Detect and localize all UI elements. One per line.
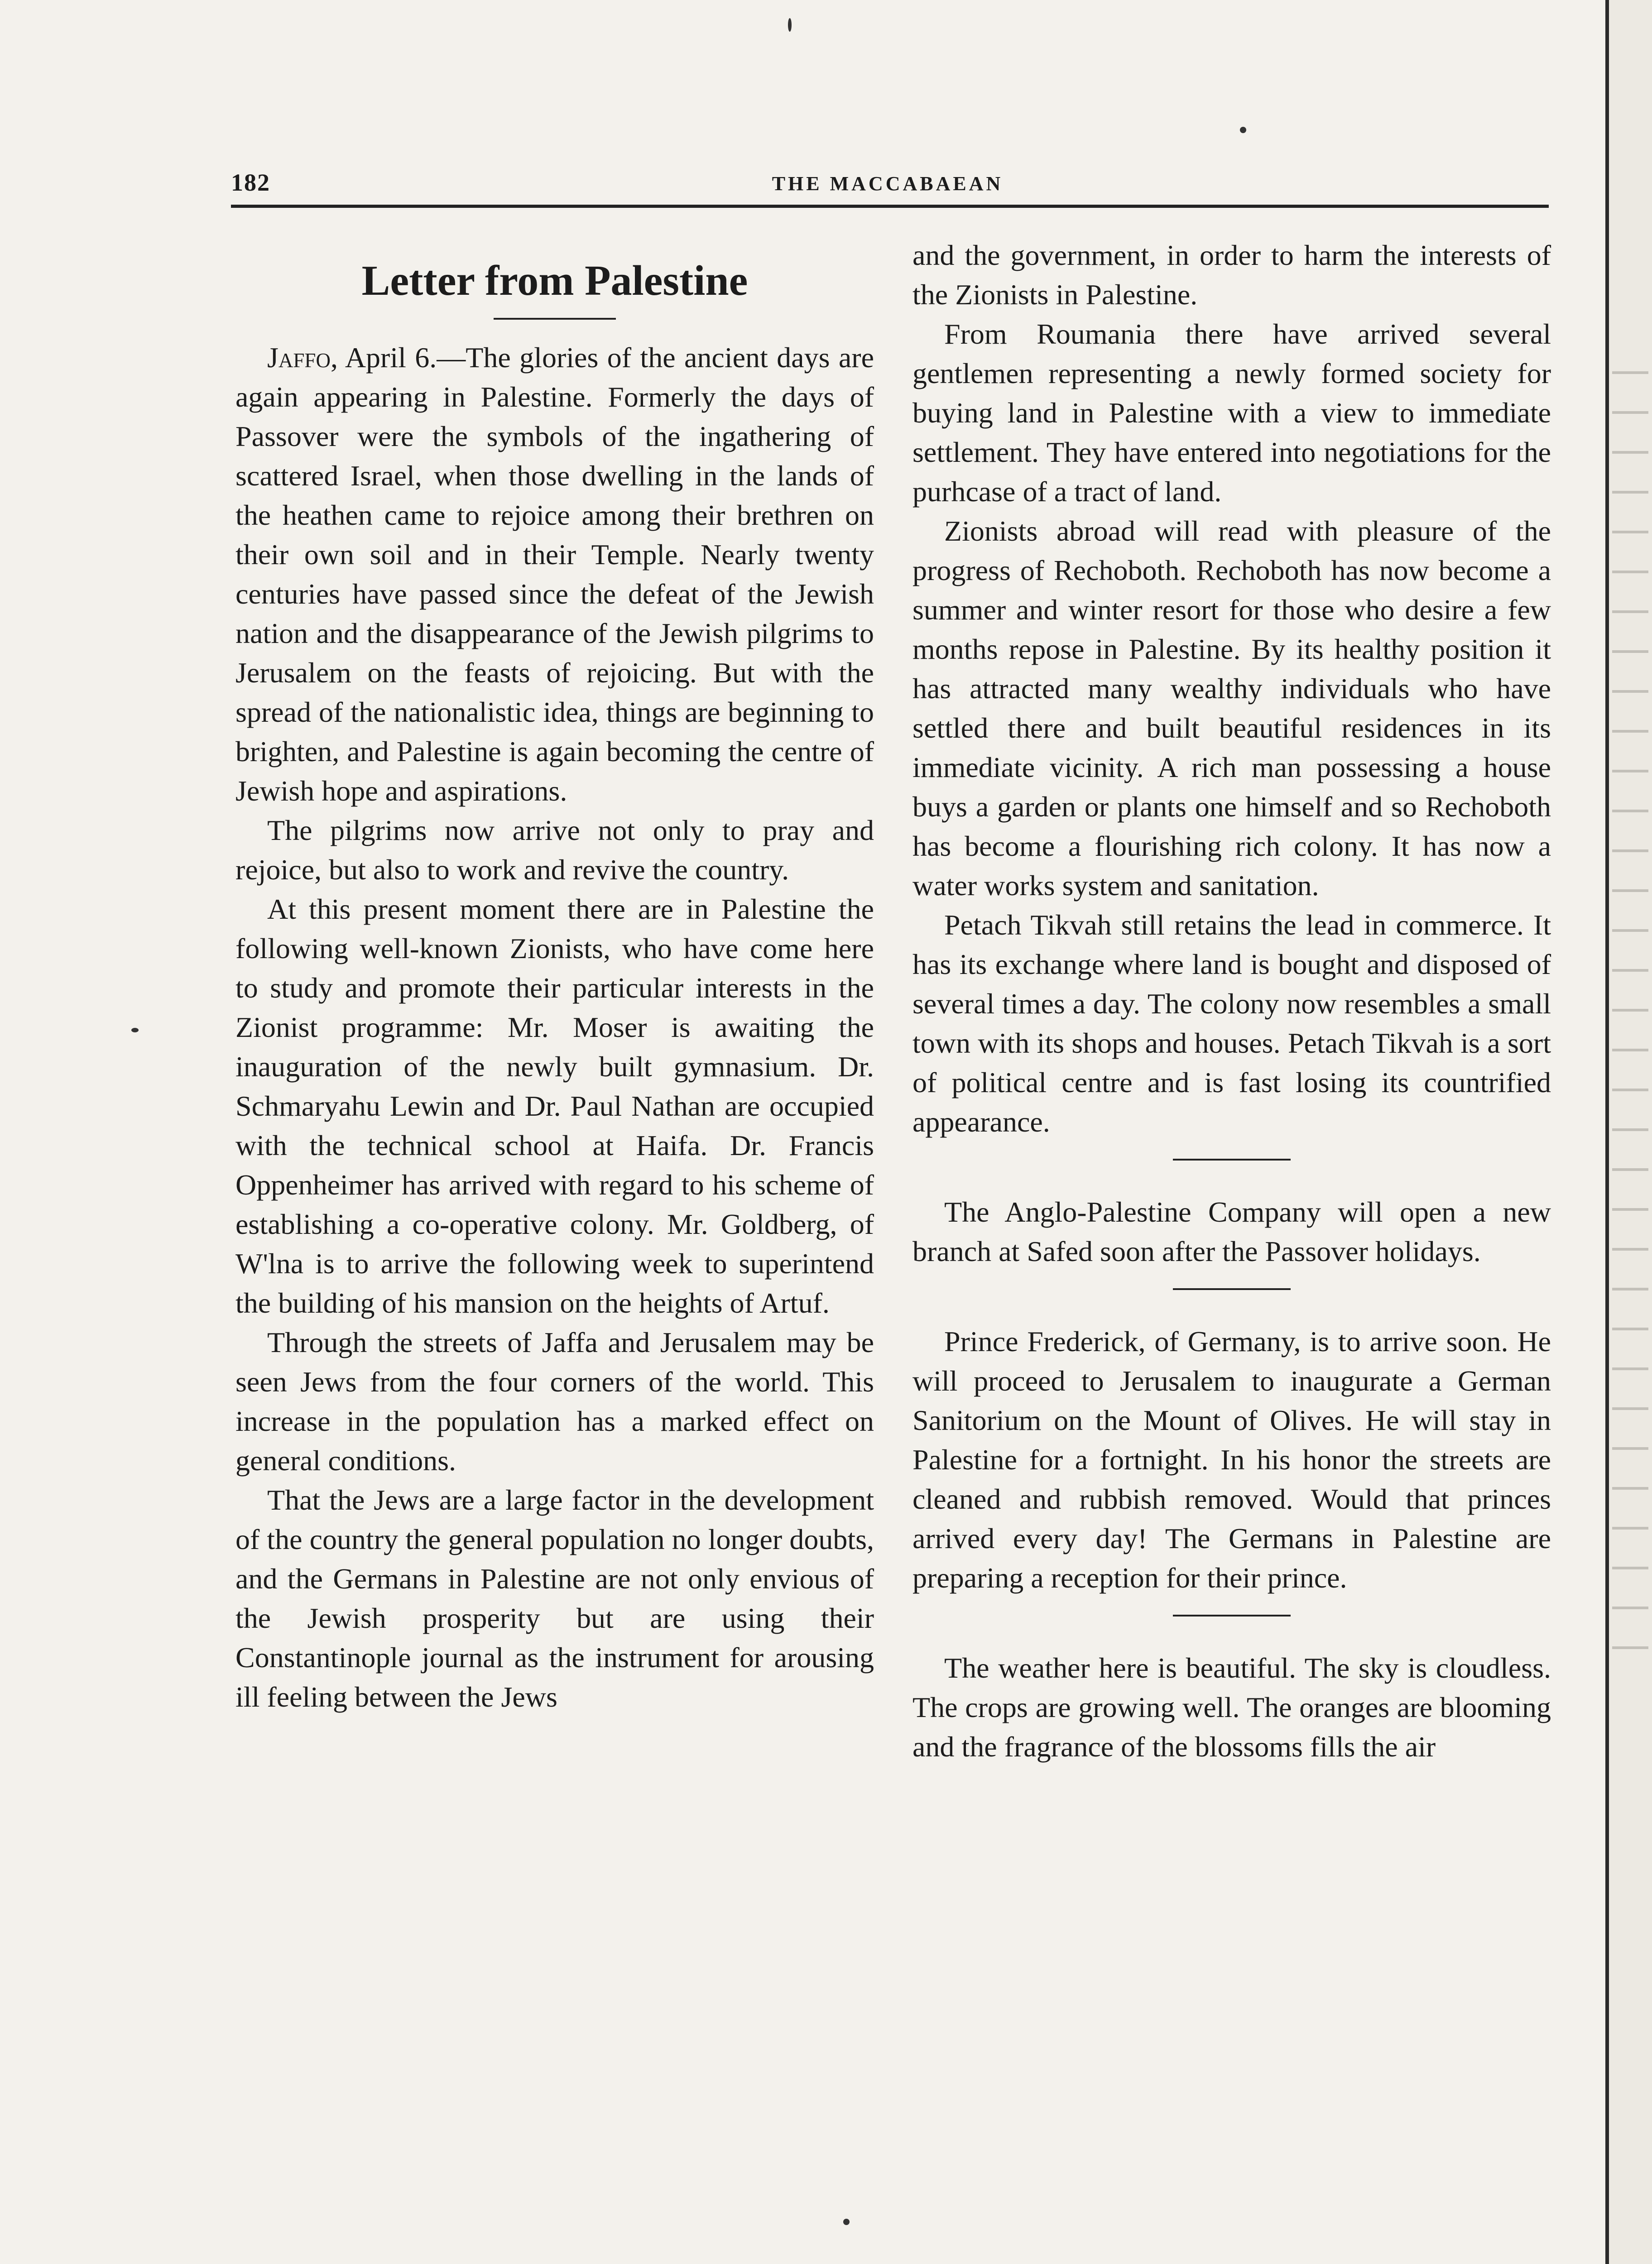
scan-speck [1240,127,1246,133]
article-title: Letter from Palestine [361,257,748,304]
paragraph: Zionists abroad will read with pleasure of the progress of Rechoboth. Rechoboth has now become a summer and winter resort for those who desire a few months repose in Palestine. By its healthy position it has attracted many wealthy individuals who have settled there and built beautiful residences in its immediate vicinity. A rich man possessing a house buys a garden or plants one himself and so Rechoboth has become a flourishing rich colony. It has now a water works system and sanitation. [912,515,1551,902]
running-head: THE MACCABAEAN [772,173,1004,195]
paragraph: The pilgrims now arrive not only to pray and rejoice, but also to work and revive the country. [235,814,874,886]
section-rule [1173,1615,1291,1616]
left-column [235,235,874,1717]
paragraph-continued: and the government, in order to harm the interests of the Zionists in Palestine. [912,239,1551,311]
paragraph: From Roumania there have arrived several gentlemen representing a newly formed society for buying land in Palestine with a view to immediate settlement. They have entered into negotiations for the purhcase of a tract of land. [912,318,1551,508]
news-note: The Anglo-Palestine Company will open a new branch at Safed soon after the Passover holidays. [912,1196,1551,1267]
scan-speck [788,18,792,32]
section-rule [1173,1159,1291,1161]
news-note: The weather here is beautiful. The sky is cloudless. The crops are growing well. The oranges are blooming and the fragrance of the blossoms fills the air [912,1652,1551,1763]
adjacent-page-bleed [1612,353,1648,1666]
section-rule [1173,1288,1291,1290]
paragraph: Through the streets of Jaffa and Jerusalem may be seen Jews from the four corners of the world. This increase in the population has a marked effect on general conditions. [235,1326,874,1477]
page-number: 182 [231,169,270,196]
paragraph-dateline [235,338,874,811]
title-rule [494,318,616,320]
scan-speck [843,2219,850,2225]
scan-speck [131,1028,139,1032]
right-column [912,235,1551,1766]
page-header [231,168,1544,205]
paragraph: At this present moment there are in Palestine the following well-known Zionists, who have come here to study and promote their particular interests in the Zionist programme: Mr. Moser is awaiting the inauguration of the newly built gymnasium. Dr. Schmaryahu Lewin and Dr. Paul Nathan are occupied with the technical school at Haifa. Dr. Francis Oppenheimer has arrived with regard to his scheme of establishing a co-operative colony. Mr. Goldberg, of W'lna is to arrive the following week to superintend the building of his mansion on the heights of Artuf. [235,893,874,1319]
dateline-place: Jaffo [267,341,331,374]
header-rule [231,205,1549,208]
paragraph-text: , April 6.—The glories of the ancient days are again appearing in Palestine. Formerly the days of Passover were the symbols of the ingathering of scattered Israel, when those dwelling in the lands of the heathen came to rejoice among their brethren on their own soil and in their Temple. Nearly twenty centuries have passed since the defeat of the Jewish nation and the disappearance of the Jewish pilgrims to Jerusalem on the feasts of rejoicing. But with the spread of the nationalistic idea, things are beginning to brighten, and Palestine is again becoming the centre of Jewish hope and aspirations. [235,341,874,807]
paragraph: That the Jews are a large factor in the development of the country the general population no longer doubts, and the Germans in Palestine are not only envious of the Jewish prosperity but are using their Constantinople journal as the instrument for arousing ill feeling between the Jews [235,1484,874,1713]
paragraph: Petach Tikvah still retains the lead in commerce. It has its exchange where land is bought and disposed of several times a day. The colony now resembles a small town with its shops and houses. Petach Tikvah is a sort of political centre and is fast losing its countrified appearance. [912,909,1551,1138]
news-note: Prince Frederick, of Germany, is to arrive soon. He will proceed to Jerusalem to inaugurate a German Sanitorium on the Mount of Olives. He will stay in Palestine for a fortnight. In his honor the streets are cleaned and rubbish removed. Would that princes arrived every day! The Germans in Palestine are preparing a reception for their prince. [912,1325,1551,1594]
